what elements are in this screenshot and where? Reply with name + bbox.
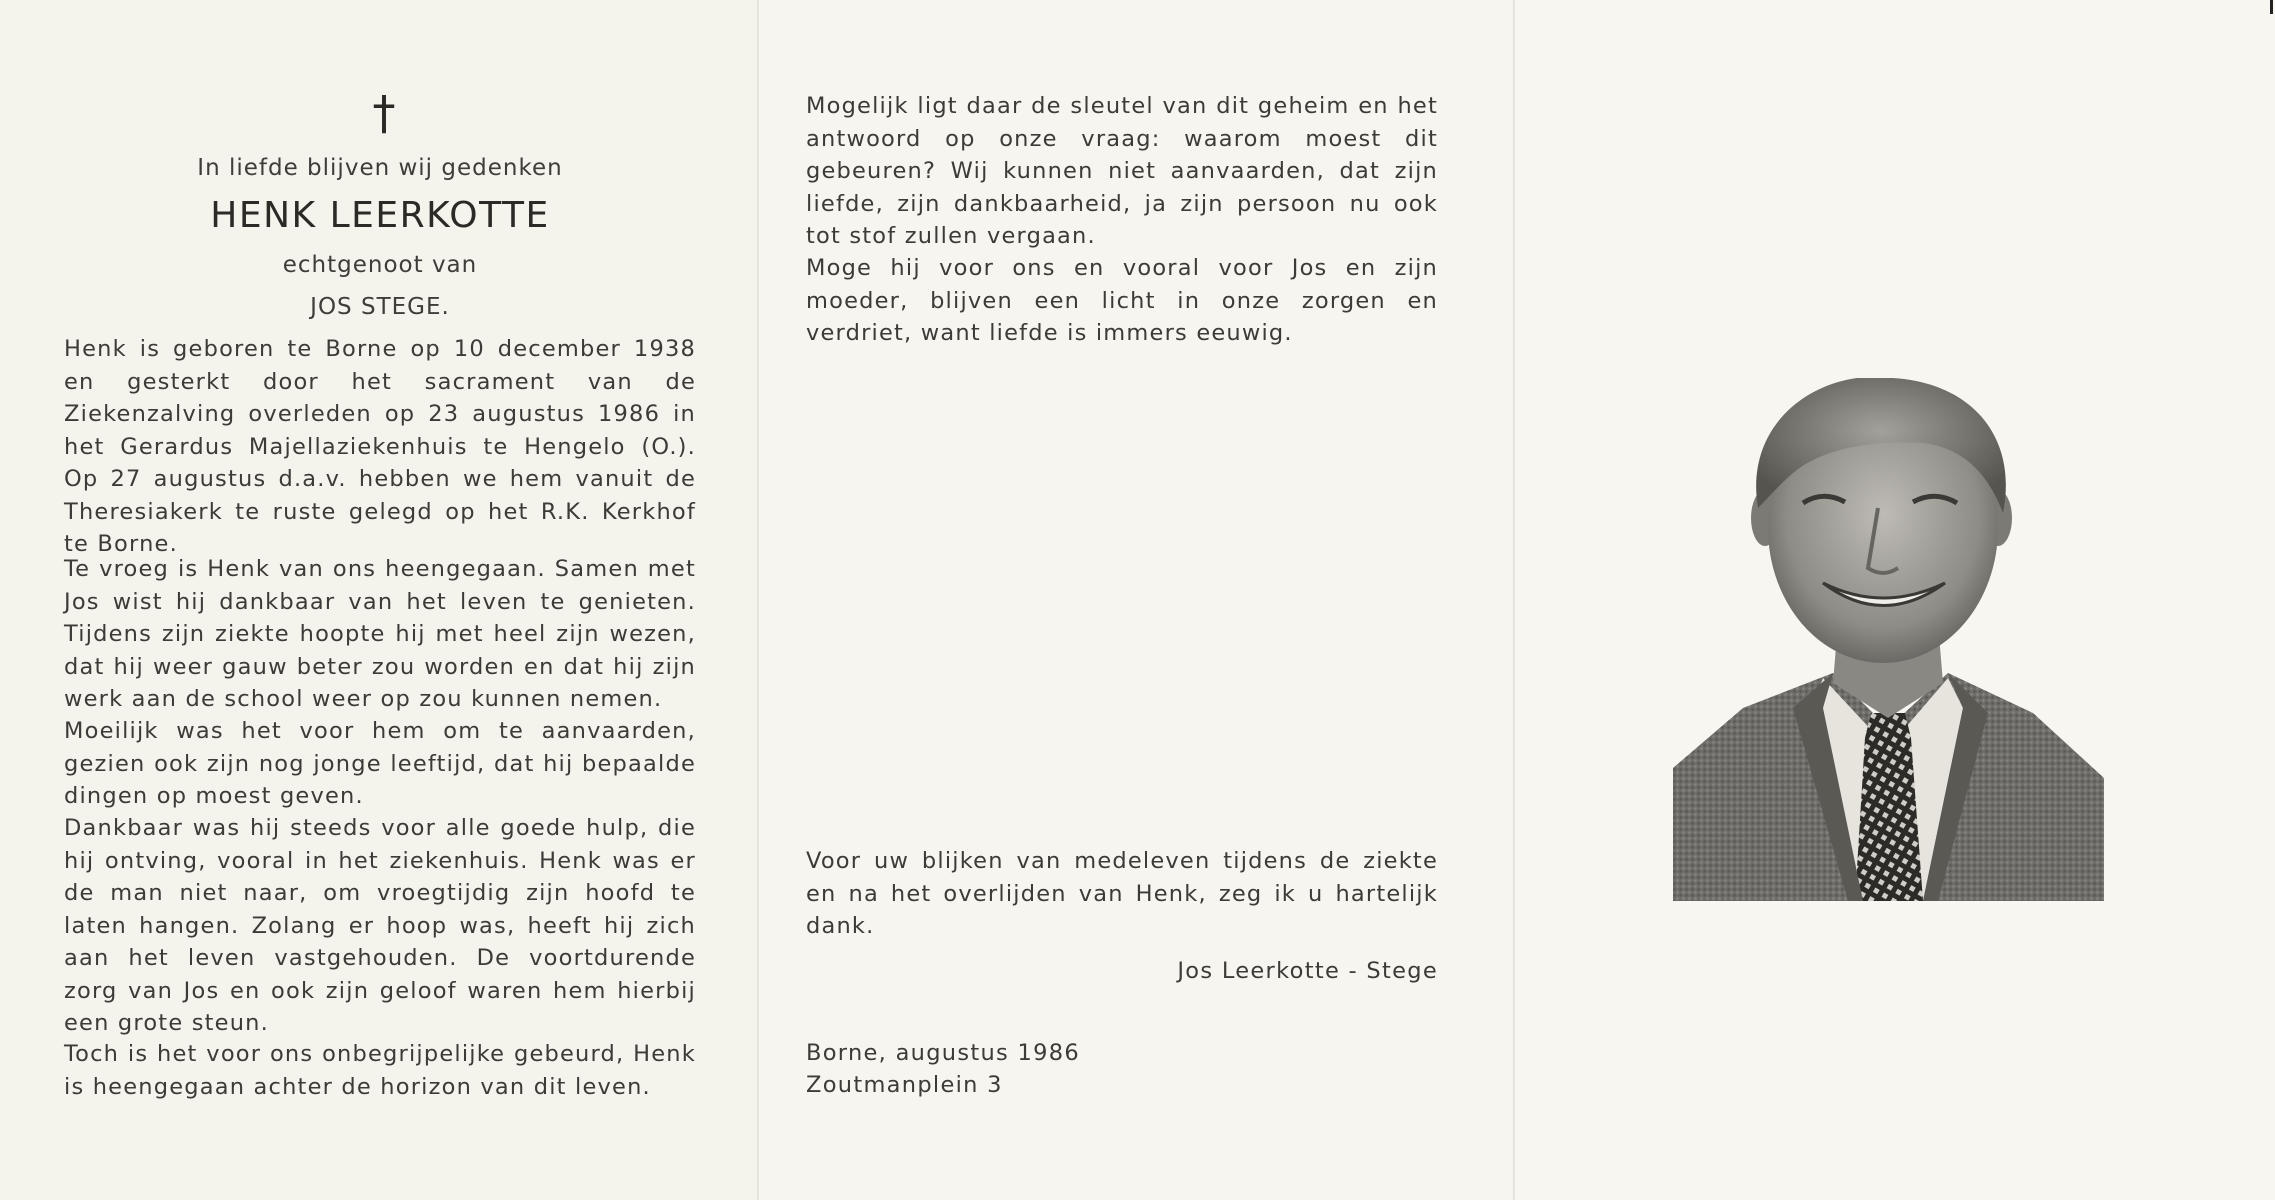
reflection-paragraph: Te vroeg is Henk van ons heengegaan. Samen met Jos wist hij dankbaar van het leven te genieten. Tijdens zijn ziekte hoopte hij met heel zijn wezen, dat hij weer gauw beter zou worden en dat hij zijn werk aan de school weer op zou kunnen nemen. bbox=[64, 556, 696, 712]
place-date: Borne, augustus 1986 bbox=[806, 1040, 1080, 1066]
reflection-paragraph: Dankbaar was hij steeds voor alle goede hulp, die hij ontving, vooral in het ziekenhuis. Henk was er de man niet naar, om vroegtijdig zijn hoofd te laten hangen. Zolang er hoop was, heeft hij zich aan het leven vastgehouden. De voortdurende zorg van Jos en ook zijn geloof waren hem hierbij een grote steun. bbox=[64, 815, 696, 1036]
signature: Jos Leerkotte - Stege bbox=[1177, 958, 1438, 984]
edge-mark bbox=[2270, 0, 2273, 14]
reflection-paragraph: Moge hij voor ons en vooral voor Jos en zijn moeder, blijven een licht in onze zorgen en verdriet, want liefde is immers eeuwig. bbox=[806, 255, 1438, 346]
thanks-paragraph: Voor uw blijken van medeleven tijdens de ziekte en na het overlijden van Henk, zeg ik u hartelijk dank. bbox=[806, 848, 1438, 939]
memory-line: In liefde blijven wij gedenken bbox=[197, 155, 563, 181]
biography-paragraph: Henk is geboren te Borne op 10 december 1938 en gesterkt door het sacrament van de Ziekenzalving overleden op 23 augustus 1986 in het Gerardus Majellaziekenhuis te Hengelo (O.). Op 27 augustus d.a.v. hebben we hem vanuit de Theresiakerk te ruste gelegd op het R.K. Kerkhof te Borne. bbox=[64, 336, 696, 557]
reflection-paragraph: Toch is het voor ons onbegrijpelijke gebeurd, Henk is heengegaan achter de horizon van dit leven. bbox=[64, 1041, 696, 1100]
portrait-photo bbox=[1673, 378, 2104, 901]
left-panel bbox=[0, 0, 757, 1200]
deceased-name: HENK LEERKOTTE bbox=[210, 195, 550, 236]
reflection-paragraph: Mogelijk ligt daar de sleutel van dit geheim en het antwoord op onze vraag: waarom moest dit gebeuren? Wij kunnen niet aanvaarden, dat zijn liefde, zijn dankbaarheid, ja zijn persoon nu ook tot stof zullen vergaan. bbox=[806, 93, 1438, 249]
cross-icon: † bbox=[372, 86, 396, 140]
address: Zoutmanplein 3 bbox=[806, 1072, 1003, 1098]
spouse-name: JOS STEGE. bbox=[310, 294, 450, 320]
spouse-label: echtgenoot van bbox=[282, 252, 478, 278]
reflection-paragraph: Moeilijk was het voor hem om te aanvaarden, gezien ook zijn nog jonge leeftijd, dat hij bepaalde dingen op moest geven. bbox=[64, 718, 696, 809]
